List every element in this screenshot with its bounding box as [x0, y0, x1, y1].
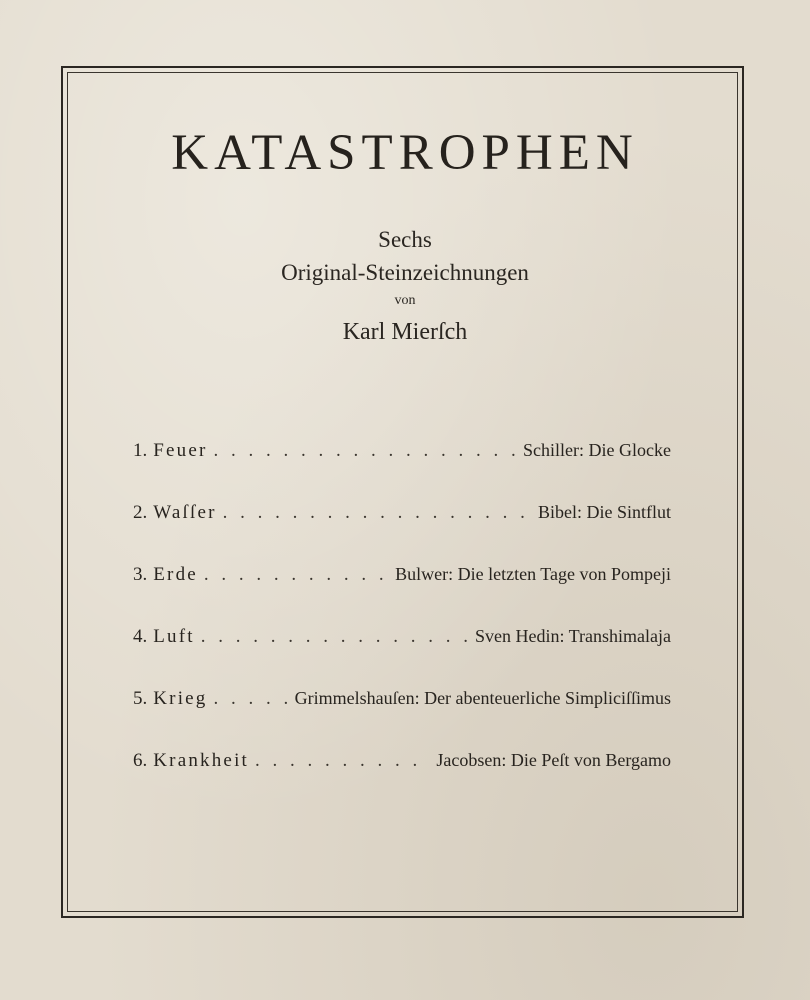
toc-label: Krieg [153, 688, 208, 709]
toc-source: Sven Hedin: Transhimalaja [475, 626, 671, 646]
author-name: Karl Mierſch [342, 319, 468, 345]
toc-source: Grimmelshauſen: Der abenteuerliche Simpliciſſimus [294, 688, 671, 708]
toc-number: 3. [133, 564, 148, 585]
toc-entry [133, 440, 671, 502]
toc-leader-dots [255, 750, 430, 772]
toc-source: Jacobsen: Die Peſt von Bergamo [436, 750, 671, 770]
toc-number: 6. [133, 750, 148, 771]
toc-number: 1. [133, 440, 148, 461]
toc-entry [133, 688, 671, 750]
toc-source: Bulwer: Die letzten Tage von Pompeji [395, 564, 671, 584]
toc-entry [133, 750, 671, 812]
toc-number: 4. [133, 626, 148, 647]
toc-leader-dots [214, 688, 289, 710]
toc-entry [133, 626, 671, 688]
subtitle-by: von [394, 293, 416, 308]
toc-number: 2. [133, 502, 148, 523]
toc-label: Krankheit [153, 750, 250, 771]
toc-leader-dots [223, 502, 532, 524]
toc-entry [133, 564, 671, 626]
toc-source: Schiller: Die Glocke [523, 440, 671, 460]
toc-number: 5. [133, 688, 148, 709]
toc-label: Waſſer [153, 502, 217, 523]
toc-leader-dots [214, 440, 518, 462]
toc-leader-dots [201, 626, 469, 648]
toc-leader-dots [204, 564, 389, 586]
toc-label: Luft [153, 626, 195, 647]
table-of-contents [133, 440, 671, 812]
page-title: KATASTROPHEN [171, 125, 639, 181]
subtitle-medium: Original-Steinzeichnungen [281, 260, 529, 285]
toc-label: Erde [153, 564, 198, 585]
toc-source: Bibel: Die Sintflut [538, 502, 671, 522]
subtitle-count: Sechs [378, 227, 432, 252]
toc-entry [133, 502, 671, 564]
toc-label: Feuer [153, 440, 208, 461]
